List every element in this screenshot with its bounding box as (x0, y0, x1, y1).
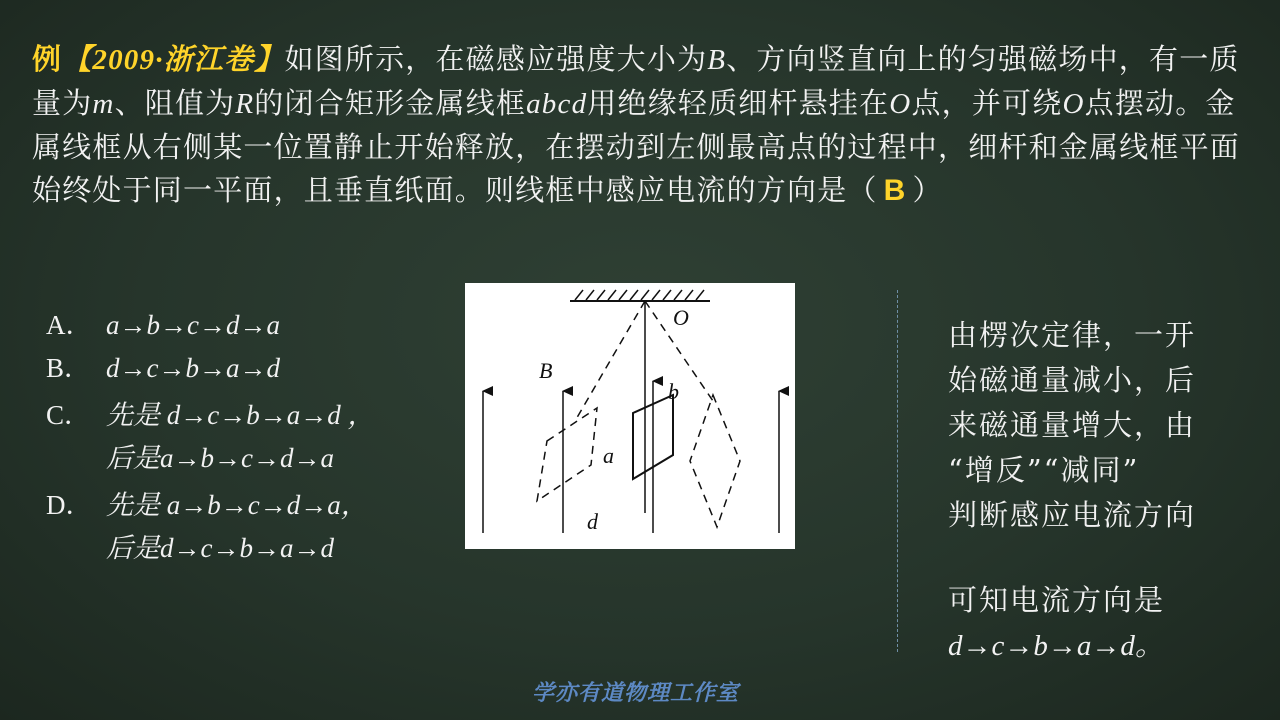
option-key: C． (46, 400, 92, 430)
question-part: 点摆动。金属线框从右侧某一位置静止开始释放，在摆动到左侧最高点的过程中，细杆和金属线框平面始终处于同一平面，且垂直纸面。则线框中感应电流的方向是（ (32, 86, 1241, 207)
explanation-line: 由楞次定律，一开 (948, 318, 1197, 352)
option-text: 先是 a→b→c→d→a， (106, 490, 368, 520)
question-part: 如图所示，在磁感应强度大小为 (284, 42, 708, 76)
dashed-divider (897, 290, 898, 652)
question-part: 点，并可绕 (911, 86, 1063, 120)
option-text: d→c→b→a→d (106, 353, 280, 383)
option-c (46, 394, 456, 480)
var-B: B (707, 44, 727, 76)
option-text: 先是 d→c→b→a→d ， (106, 400, 375, 430)
question-close: ） (912, 173, 943, 207)
var-O: O (889, 88, 912, 120)
question-part: 、方向竖直向上的匀强磁场中，有一质量为 (32, 42, 1240, 120)
var-m: m (92, 88, 115, 120)
magnetic-field-lines (483, 381, 779, 533)
option-text: 后是d→c→b→a→d (106, 533, 334, 563)
var-abcd: abcd (526, 88, 588, 120)
var-O: O (1062, 88, 1085, 120)
option-key: B． (46, 353, 92, 383)
label-a: a (603, 443, 614, 468)
explanation-line: 始磁通量减小，后 (948, 363, 1197, 397)
answer-label: B (883, 174, 907, 207)
option-key: A． (46, 310, 93, 340)
source-label: 【2009·浙江卷】 (62, 44, 285, 76)
rod-left-dashed (575, 301, 645, 421)
option-text: 后是a→b→c→d→a (106, 443, 334, 473)
option-key: D． (46, 490, 93, 520)
question-part: 、阻值为 (114, 86, 236, 120)
explanation-line: 来磁通量增大，由 (948, 408, 1197, 442)
explanation-current-direction: d→c→b→a→d。 (948, 630, 1164, 662)
question-part: 的闭合矩形金属线框 (254, 86, 527, 120)
option-d (46, 484, 456, 570)
label-B: B (539, 358, 553, 383)
explanation-line: “增反”“减同” (948, 453, 1140, 487)
options-list (46, 304, 456, 570)
frame-right-dashed (690, 395, 740, 527)
explanation-text (948, 313, 1248, 669)
var-R: R (235, 88, 255, 120)
studio-watermark: 学亦有道物理工作室 (532, 681, 740, 706)
label-d: d (587, 509, 598, 534)
diagram-svg (465, 283, 795, 549)
question-text (32, 38, 1252, 212)
label-O: O (673, 305, 689, 330)
example-label: 例 (32, 42, 63, 76)
option-text: a→b→c→d→a (106, 310, 280, 340)
frame-left-dashed (537, 408, 597, 501)
physics-diagram (465, 283, 795, 549)
question-part: 用绝缘轻质细杆悬挂在 (587, 86, 890, 120)
label-b: b (668, 379, 679, 404)
ceiling-support (570, 290, 710, 301)
explanation-line: 判断感应电流方向 (948, 498, 1197, 532)
option-b (46, 347, 456, 390)
explanation-line: 可知电流方向是 (948, 583, 1166, 617)
option-a (46, 304, 456, 347)
